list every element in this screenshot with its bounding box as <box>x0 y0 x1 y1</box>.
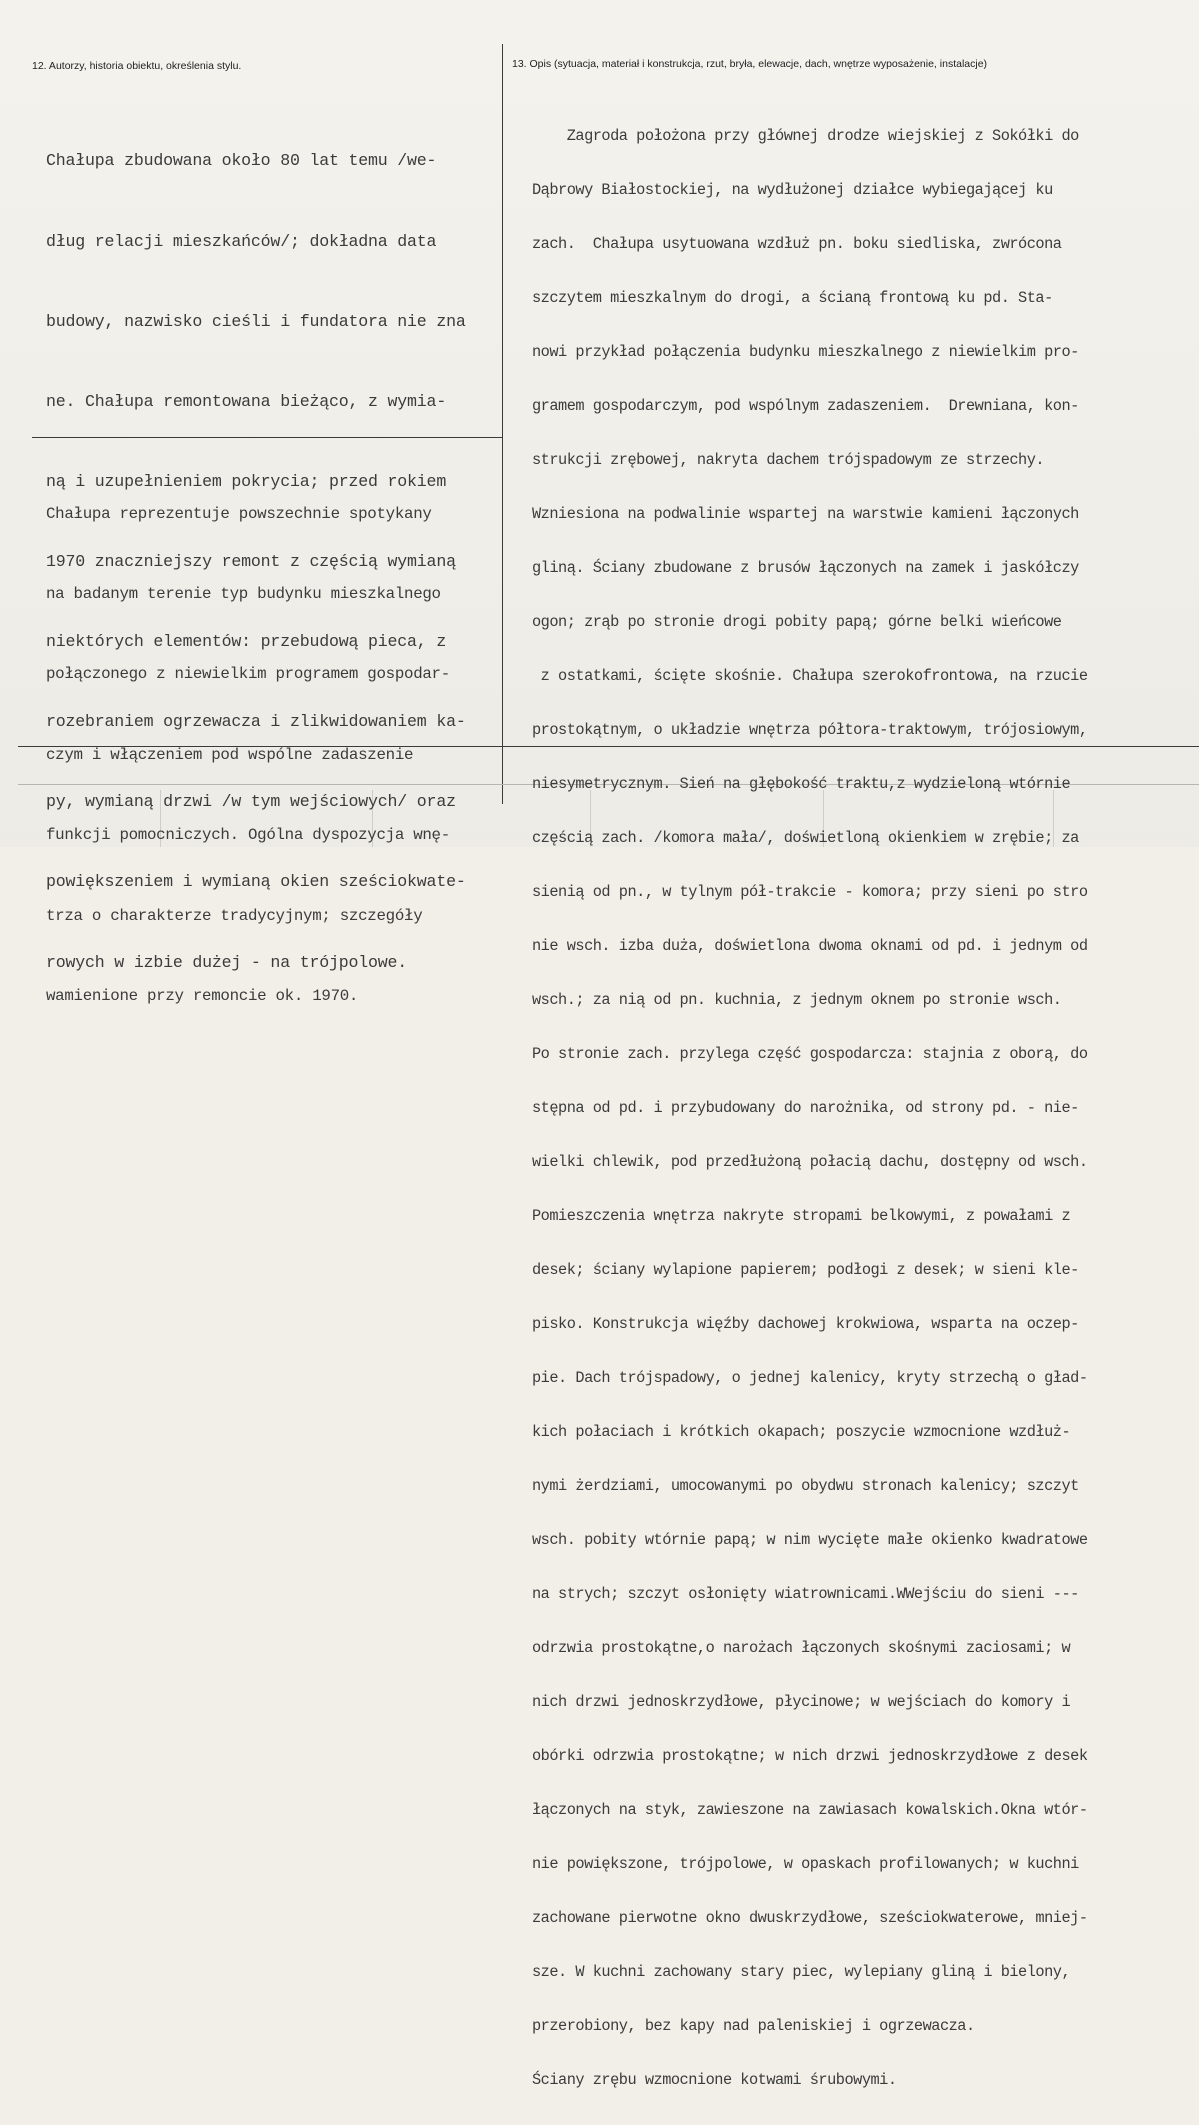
description-line: z ostatkami, ścięte skośnie. Chałupa szerokofrontowa, na rzucie <box>532 667 1088 685</box>
description-line: Dąbrowy Białostockiej, na wydłużonej działce wybiegającej ku <box>532 181 1053 199</box>
description-line: przerobiony, bez kapy nad paleniskiej i ogrzewacza. <box>532 2017 975 2035</box>
description-line: niesymetrycznym. Sień na głębokość traktu,z wydzieloną wtórnie <box>532 775 1071 793</box>
history-line: budowy, nazwisko cieśli i fundatora nie zna <box>46 311 466 331</box>
description-line: strukcji zrębowej, nakryta dachem trójspadowym ze strzechy. <box>532 451 1045 469</box>
description-line: na strych; szczyt osłonięty wiatrownicami.WWejściu do sieni --- <box>532 1585 1079 1603</box>
history-line: ne. Chałupa remontowana bieżąco, z wymia- <box>46 391 447 411</box>
description-line: łączonych na styk, zawieszone na zawiasach kowalskich.Okna wtór- <box>532 1801 1088 1819</box>
history-line: dług relacji mieszkańców/; dokładna data <box>46 231 437 251</box>
description-line: prostokątnym, o układzie wnętrza półtora-traktowym, trójosiowym, <box>532 721 1088 739</box>
description-line: nich drzwi jednoskrzydłowe, płycinowe; w wejściach do komory i <box>532 1693 1071 1711</box>
description-line: odrzwia prostokątne,o narożach łączonych skośnymi zaciosami; w <box>532 1639 1071 1657</box>
description-line: szczytem mieszkalnym do drogi, a ścianą frontową ku pd. Sta- <box>532 289 1053 307</box>
description-line: pisko. Konstrukcja więźby dachowej krokwiowa, wsparta na oczep- <box>532 1315 1079 1333</box>
description-line: gliną. Ściany zbudowane z brusów łączonych na zamek i jaskółczy <box>532 559 1079 577</box>
style-line: Chałupa reprezentuje powszechnie spotykany <box>46 504 432 523</box>
description-line: wsch. pobity wtórnie papą; w nim wycięte małe okienko kwadratowe <box>532 1531 1088 1549</box>
description-line: zachowane pierwotne okno dwuskrzydłowe, sześciokwaterowe, mniej- <box>532 1909 1088 1927</box>
description-line: pie. Dach trójspadowy, o jednej kalenicy, kryty strzechą o gład- <box>532 1369 1088 1387</box>
description-line: Zagroda położona przy głównej drodze wiejskiej z Sokółki do <box>532 127 1079 145</box>
style-line: trza o charakterze tradycyjnym; szczegóły <box>46 906 423 925</box>
section-12-header: 12. Autorzy, historia obiektu, określenia stylu. <box>32 60 242 72</box>
style-line: wamienione przy remoncie ok. 1970. <box>46 986 359 1005</box>
style-line: połączonego z niewielkim programem gospodar- <box>46 665 450 684</box>
history-line: 1970 znaczniejszy remont z częścią wymianą <box>46 551 456 571</box>
history-line: rozebraniem ogrzewacza i zlikwidowaniem ka- <box>46 712 466 732</box>
description-line: Ściany zrębu wzmocnione kotwami śrubowymi. <box>532 2071 897 2089</box>
description-line: Po stronie zach. przylega część gospodarcza: stajnia z oborą, do <box>532 1045 1088 1063</box>
description-line: kich połaciach i krótkich okapach; poszycie wzmocnione wzdłuż- <box>532 1423 1071 1441</box>
description-line: częścią zach. /komora mała/, doświetloną okienkiem w zrębie; za <box>532 829 1079 847</box>
description-line: gramem gospodarczym, pod wspólnym zadaszeniem. Drewniana, kon- <box>532 397 1079 415</box>
description-line: nymi żerdziami, umocowanymi po obydwu stronach kalenicy; szczyt <box>532 1477 1079 1495</box>
style-line: na badanym terenie typ budynku mieszkalnego <box>46 584 441 603</box>
description-line: stępna od pd. i przybudowany do narożnika, od strony pd. - nie- <box>532 1099 1079 1117</box>
history-line: rowych w izbie dużej - na trójpolowe. <box>46 952 408 972</box>
description-line: Wzniesiona na podwalinie wspartej na warstwie kamieni łączonych <box>532 505 1079 523</box>
history-line: niektórych elementów: przebudową pieca, z <box>46 632 447 652</box>
description-line: obórki odrzwia prostokątne; w nich drzwi jednoskrzydłowe z desek <box>532 1747 1088 1765</box>
description-line: wielki chlewik, pod przedłużoną połacią dachu, dostępny od wsch. <box>532 1153 1088 1171</box>
history-line: py, wymianą drzwi /w tym wejściowych/ oraz <box>46 792 456 812</box>
description-line: ogon; zrąb po stronie drogi pobity papą; górne belki wieńcowe <box>532 613 1062 631</box>
style-text-block <box>46 447 450 1063</box>
history-line: Chałupa zbudowana około 80 lat temu /we- <box>46 151 437 171</box>
description-line: Pomieszczenia wnętrza nakryte stropami belkowymi, z powałami z <box>532 1207 1071 1225</box>
description-line: zach. Chałupa usytuowana wzdłuż pn. boku siedliska, zwrócona <box>532 235 1062 253</box>
description-line: nowi przykład połączenia budynku mieszkalnego z niewielkim pro- <box>532 343 1079 361</box>
description-line: desek; ściany wylapione papierem; podłogi z desek; w sieni kle- <box>532 1261 1079 1279</box>
description-line: nie wsch. izba duża, doświetlona dwoma oknami od pd. i jednym od <box>532 937 1088 955</box>
description-line: nie powiększone, trójpolowe, w opaskach profilowanych; w kuchni <box>532 1855 1079 1873</box>
description-line: sienią od pn., w tylnym pół-trakcie - komora; przy sieni po stro <box>532 883 1088 901</box>
history-line: ną i uzupełnieniem pokrycia; przed rokiem <box>46 471 447 491</box>
description-line: sze. W kuchni zachowany stary piec, wylepiany gliną i bielony, <box>532 1963 1071 1981</box>
description-line: wsch.; za nią od pn. kuchnia, z jednym oknem po stronie wsch. <box>532 991 1062 1009</box>
style-line: czym i włączeniem pod wspólne zadaszenie <box>46 745 414 764</box>
history-line: powiększeniem i wymianą okien sześciokwate- <box>46 872 466 892</box>
section-13-header: 13. Opis (sytuacja, materiał i konstrukcja, rzut, bryła, elewacje, dach, wnętrze wyposażenie, instalacje) <box>512 58 988 70</box>
column-divider <box>502 44 503 804</box>
description-text-block <box>532 91 1088 2125</box>
style-line: funkcji pomocniczych. Ogólna dyspozycja wnę- <box>46 826 450 845</box>
